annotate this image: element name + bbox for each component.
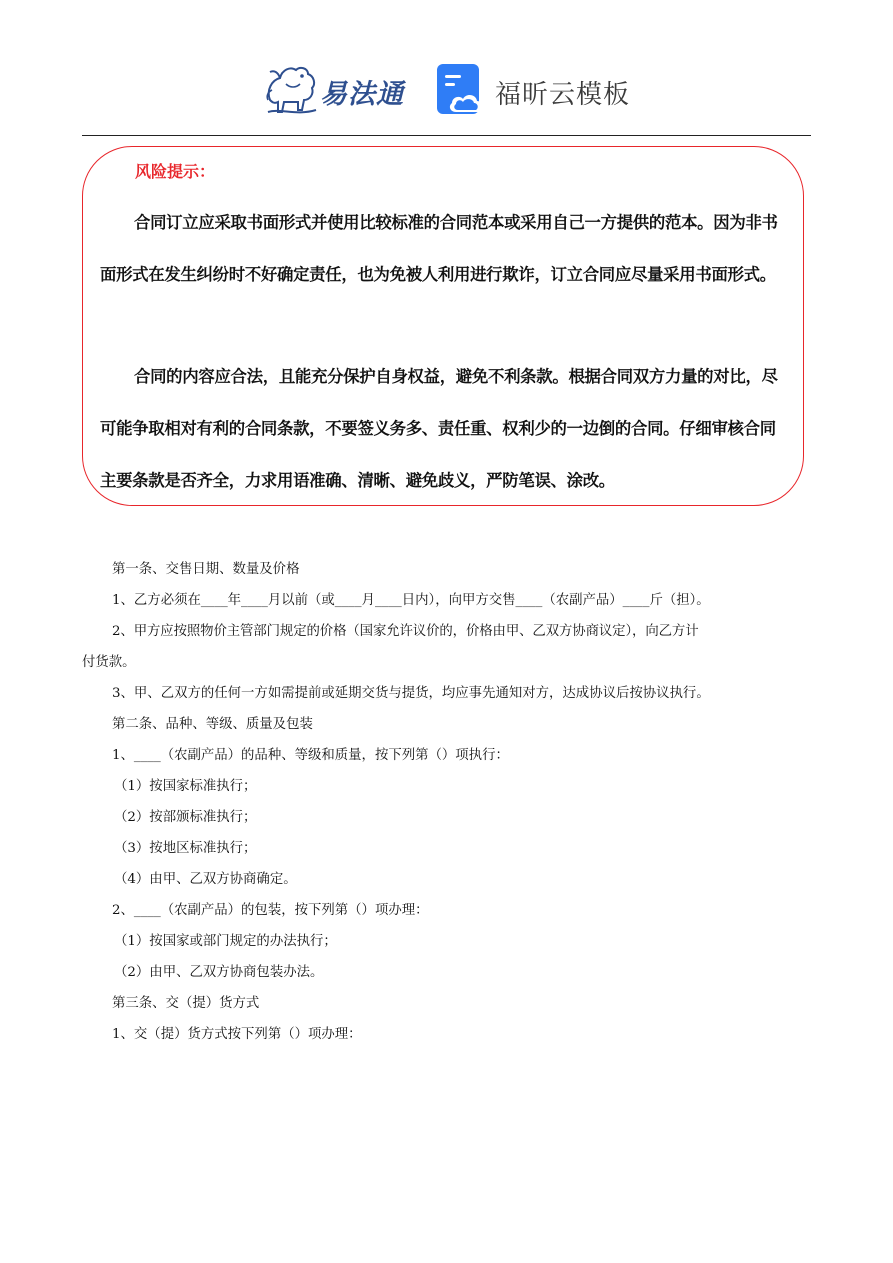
article-1-clause-3: 3、甲、乙双方的任何一方如需提前或延期交货与提货，均应事先通知对方，达成协议后按协议执行。 xyxy=(112,686,710,701)
risk-paragraph-2: 合同的内容应合法，且能充分保护自身权益，避免不利条款。根据合同双方力量的对比，尽可能争取相对有利的合同条款，不要签义务多、责任重、权利少的一边倒的合同。仔细审核合同主要条款是否齐全，力求用语准确、清晰、避免歧义，严防笔误、涂改。 xyxy=(100,367,778,490)
contract-body xyxy=(82,554,811,1050)
article-2-packaging-option-2: （2）由甲、乙双方协商包装办法。 xyxy=(114,965,324,980)
fuxin-logo-text: 福昕云模板 xyxy=(495,80,631,110)
article-2-option-4: （4）由甲、乙双方协商确定。 xyxy=(114,872,297,887)
fuxin-cloud-template-logo xyxy=(436,62,636,118)
risk-paragraph-1: 合同订立应采取书面形式并使用比较标准的合同范本或采用自己一方提供的范本。因为非书面形式在发生纠纷时不好确定责任，也为免被人利用进行欺诈，订立合同应尽量采用书面形式。 xyxy=(100,213,778,284)
article-3-clause-1: 1、交（提）货方式按下列第（）项办理： xyxy=(112,1027,362,1042)
article-1-clause-1: 1、乙方必须在____年____月以前（或____月____日内），向甲方交售____（农副产品）____斤（担）。 xyxy=(112,593,710,608)
document-header xyxy=(0,58,893,122)
article-1-clause-2-cont: 付货款。 xyxy=(82,655,136,670)
risk-warning-title: 风险提示： xyxy=(135,162,216,181)
fuxin-cloud-doc-icon xyxy=(436,62,488,116)
article-2-option-3: （3）按地区标准执行； xyxy=(114,841,257,856)
yifatong-logo xyxy=(262,60,420,118)
risk-warning-box xyxy=(82,146,804,506)
article-1-title: 第一条、交售日期、数量及价格 xyxy=(112,562,300,577)
article-2-packaging-option-1: （1）按国家或部门规定的办法执行； xyxy=(114,934,337,949)
article-3-title: 第三条、交（提）货方式 xyxy=(112,996,260,1011)
article-2-option-2: （2）按部颁标准执行； xyxy=(114,810,257,825)
article-2-option-1: （1）按国家标准执行； xyxy=(114,779,257,794)
article-1-clause-2: 2、甲方应按照物价主管部门规定的价格（国家允许议价的，价格由甲、乙双方协商议定），向乙方计 xyxy=(112,624,699,639)
qilin-mascot-icon xyxy=(262,60,322,118)
header-divider xyxy=(82,135,811,136)
article-2-title: 第二条、品种、等级、质量及包装 xyxy=(112,717,313,732)
yifatong-logo-text: 易法通 xyxy=(320,79,404,110)
article-2-clause-1: 1、____（农副产品）的品种、等级和质量，按下列第（）项执行： xyxy=(112,748,509,763)
article-2-clause-2: 2、____（农副产品）的包装，按下列第（）项办理： xyxy=(112,903,429,918)
